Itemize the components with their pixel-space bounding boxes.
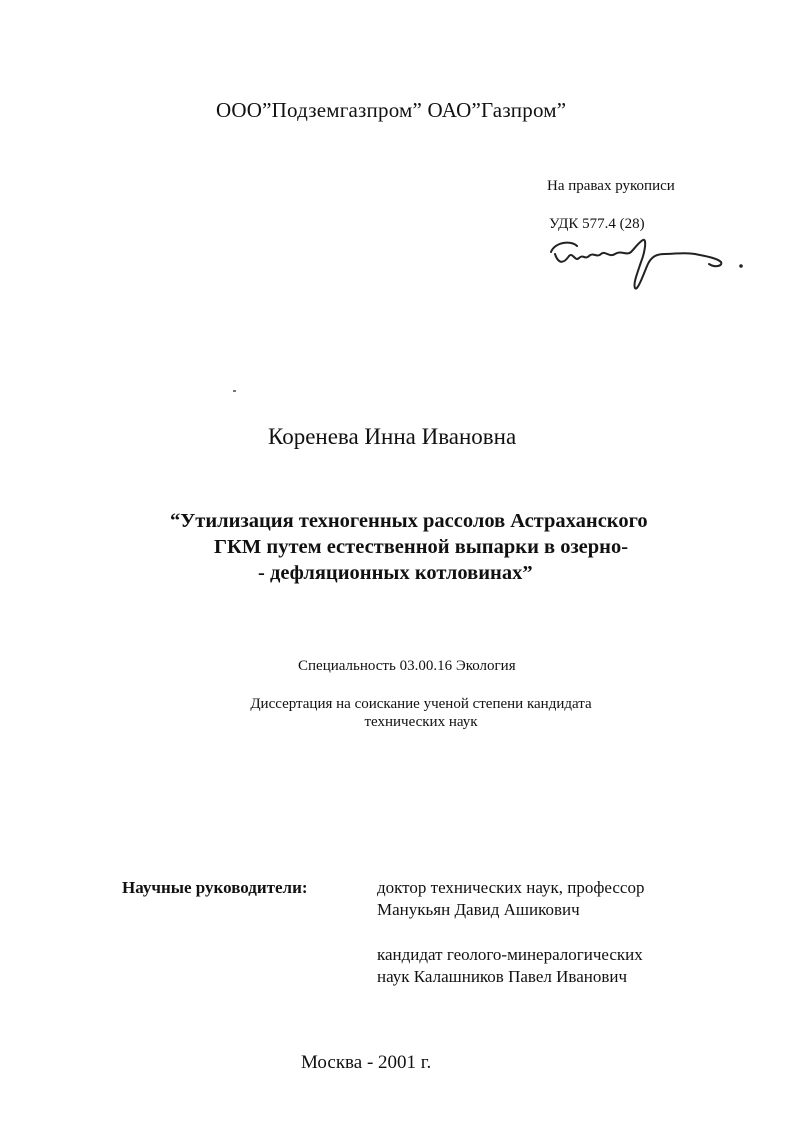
supervisor-second xyxy=(377,944,697,988)
title-line: ГКМ путем естественной выпарки в озерно- xyxy=(214,536,629,558)
udc-code: УДК 577.4 (28) xyxy=(549,216,645,232)
city-year: Москва - 2001 г. xyxy=(301,1052,432,1073)
supervisor-first xyxy=(377,877,697,921)
manuscript-rights-note: На правах рукописи xyxy=(547,178,675,194)
dissertation-title xyxy=(150,508,710,586)
title-line: - дефляционных котловинах” xyxy=(258,562,533,584)
supervisor-second-title: кандидат геолого-минералогических xyxy=(377,945,643,964)
title-line: “Утилизация техногенных рассолов Астраханского xyxy=(170,510,648,532)
dissertation-degree: Диссертация на соискание ученой степени кандидата технических наук xyxy=(250,696,592,730)
supervisor-first-name: Манукьян Давид Ашикович xyxy=(377,900,580,919)
author-name: Коренева Инна Ивановна xyxy=(268,424,517,449)
handwritten-signature xyxy=(545,232,755,294)
organization-header: ООО”Подземгазпром” ОАО”Газпром” xyxy=(216,98,567,122)
supervisors-label: Научные руководители: xyxy=(122,878,308,897)
scan-speck xyxy=(233,390,236,392)
supervisor-second-name: наук Калашников Павел Иванович xyxy=(377,967,628,986)
specialty: Специальность 03.00.16 Экология xyxy=(298,658,516,674)
supervisor-first-title: доктор технических наук, профессор xyxy=(377,878,645,897)
